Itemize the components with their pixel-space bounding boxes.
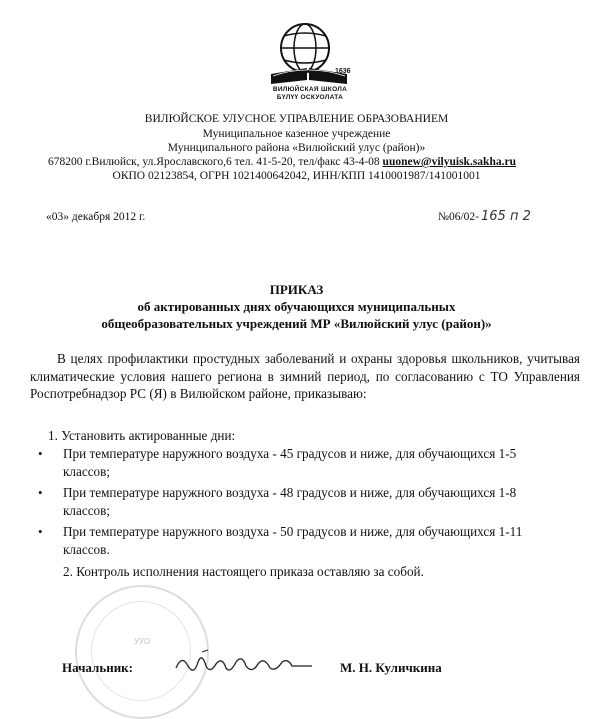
address-line bbox=[48, 155, 516, 170]
bullet-2-line-1: При температуре наружного воздуха - 48 градусов и ниже, для обучающихся 1-8 bbox=[63, 485, 517, 500]
intro-paragraph: В целях профилактики простудных заболеваний и охраны здоровья школьников, учитывая климатические условия нашего региона в зимний период, по согласованию с ТО Управления Роспотребнадзор РС (Я) в Вилюйском районе, приказываю: bbox=[30, 351, 580, 401]
signer-role: Начальник: bbox=[62, 660, 134, 675]
logo-year: 1636 bbox=[335, 68, 351, 75]
order-subtitle-2: общеобразовательных учреждений МР «Вилюйский улус (район)» bbox=[101, 316, 492, 331]
item-2: 2. Контроль исполнения настоящего приказа оставляю за собой. bbox=[63, 564, 424, 579]
district-name: Муниципального района «Вилюйский улус (район)» bbox=[167, 142, 426, 154]
bullet-2-line-2: классов; bbox=[63, 503, 111, 518]
handwritten-signature bbox=[172, 646, 322, 680]
email-link[interactable]: uuonew@vilyuisk.sakha.ru bbox=[382, 156, 516, 168]
document-number bbox=[438, 209, 531, 224]
bullet-3-line-1: При температуре наружного воздуха - 50 градусов и ниже, для обучающихся 1-11 bbox=[63, 524, 523, 539]
order-subtitle-1: об актированных днях обучающихся муниципальных bbox=[137, 299, 456, 314]
bullet-icon: • bbox=[38, 485, 43, 500]
logo-caption-sakha: БҮЛҮҮ ОСКУОЛАТА bbox=[276, 94, 344, 101]
globe-book-icon bbox=[265, 18, 355, 86]
bullet-1-line-2: классов; bbox=[63, 464, 111, 479]
order-title: ПРИКАЗ bbox=[269, 282, 324, 297]
address: 678200 г.Вилюйск, ул.Ярославского,6 тел. 41-5-20, тел/факс 43-4-08 bbox=[48, 156, 380, 168]
document-date: «03» декабря 2012 г. bbox=[46, 211, 146, 223]
number-handwritten: 165 п 2 bbox=[481, 209, 531, 224]
item-1: 1. Установить актированные дни: bbox=[48, 428, 236, 443]
bullet-icon: • bbox=[38, 524, 43, 539]
institution-type: Муниципальное казенное учреждение bbox=[202, 128, 391, 140]
signer-name: М. Н. Куличкина bbox=[340, 660, 442, 675]
registration-codes: ОКПО 02123854, ОГРН 1021400642042, ИНН/КПП 1410001987/141001001 bbox=[112, 170, 481, 182]
logo-caption-ru: ВИЛЮЙСКАЯ ШКОЛА bbox=[272, 86, 348, 93]
bullet-icon: • bbox=[38, 446, 43, 461]
number-prefix: №06/02- bbox=[438, 211, 479, 223]
org-name: ВИЛЮЙСКОЕ УЛУСНОЕ УПРАВЛЕНИЕ ОБРАЗОВАНИЕМ bbox=[144, 113, 449, 125]
bullet-1-line-1: При температуре наружного воздуха - 45 градусов и ниже, для обучающихся 1-5 bbox=[63, 446, 517, 461]
bullet-3-line-2: классов. bbox=[63, 542, 110, 557]
stamp-text: УУО bbox=[133, 637, 151, 646]
school-logo bbox=[265, 18, 355, 108]
